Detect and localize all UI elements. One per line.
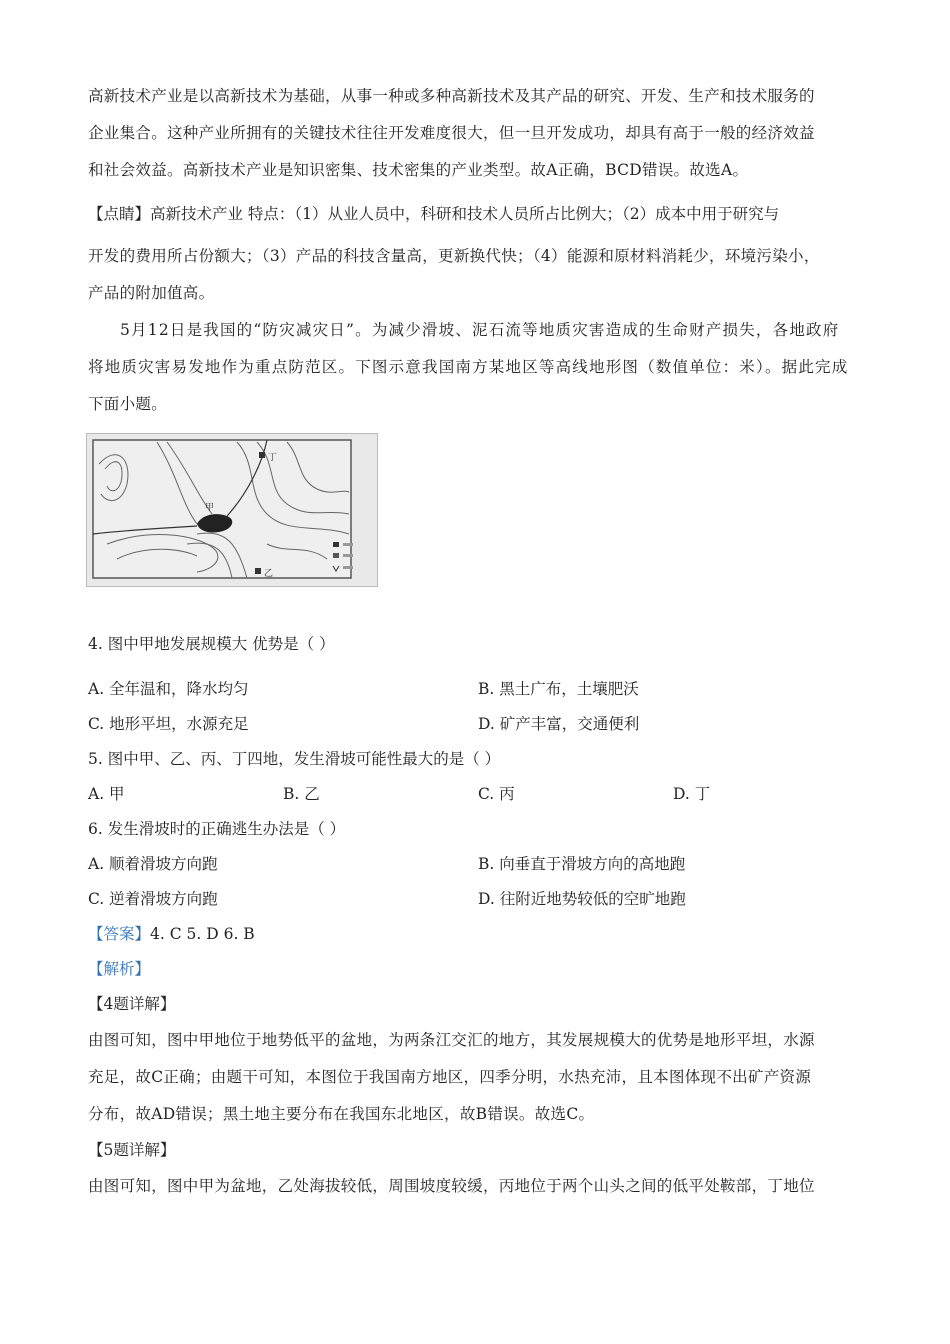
text-line: 分布，故AD错误；黑土地主要分布在我国东北地区，故B错误。故选C。 (88, 1105, 595, 1123)
detail-4-title: 【4题详解】 (88, 995, 176, 1013)
text-line: 由图可知，图中甲地位于地势低平的盆地，为两条江交汇的地方，其发展规模大的优势是地形平坦，水源 (88, 1031, 815, 1049)
text-line: 和社会效益。高新技术产业是知识密集、技术密集的产业类型。故A正确，BCD错误。故选A。 (88, 161, 749, 179)
text-line: 5月12日是我国的“防灾减灾日”。为减少滑坡、泥石流等地质灾害造成的生命财产损失，各地政府 (120, 321, 840, 339)
answer-text: 4. C 5. D 6. B (150, 925, 255, 943)
label-ding: 丁 (268, 453, 278, 463)
question-6 (88, 812, 868, 917)
analysis-label: 【解析】 (88, 960, 151, 978)
detail-4-body (88, 1022, 868, 1133)
option-d[interactable]: D. 矿产丰富，交通便利 (478, 715, 640, 733)
answer-line (88, 917, 868, 952)
text-line: 高新技术产业是以高新技术为基础，从事一种或多种高新技术及其产品的研究、开发、生产和技术服务的 (88, 87, 815, 105)
contour-map-figure (86, 433, 378, 587)
option-a[interactable]: A. 全年温和，降水均匀 (88, 680, 249, 698)
option-a[interactable]: A. 顺着滑坡方向跑 (88, 855, 218, 873)
question-4 (88, 627, 868, 742)
text-line: 开发的费用所占份额大；（3）产品的科技含量高，更新换代快；（4）能源和原材料消耗少，环境污染小， (88, 247, 820, 265)
text-line: 由图可知，图中甲为盆地，乙处海拔较低，周围坡度较缓，丙地位于两个山头之间的低平处鞍部，丁地位 (88, 1177, 815, 1195)
label-jia: 甲 (205, 503, 215, 513)
analysis-tag (88, 952, 868, 987)
option-a[interactable]: A. 甲 (88, 785, 125, 803)
option-b[interactable]: B. 乙 (283, 785, 320, 803)
option-c[interactable]: C. 地形平坦，水源充足 (88, 715, 249, 733)
option-c[interactable]: C. 逆着滑坡方向跑 (88, 890, 218, 908)
question-5 (88, 742, 868, 812)
detail-5-title: 【5题详解】 (88, 1141, 176, 1159)
option-c[interactable]: C. 丙 (478, 785, 515, 803)
option-d[interactable]: D. 往附近地势较低的空旷地跑 (478, 890, 686, 908)
options-row (88, 847, 868, 882)
question-intro (88, 312, 868, 423)
text-line: 下面小题。 (88, 395, 168, 413)
options-row (88, 672, 868, 707)
option-d[interactable]: D. 丁 (673, 785, 711, 803)
paragraph-high-tech (88, 78, 868, 189)
answer-tag: 【答案】 (88, 925, 151, 943)
detail-5-body (88, 1168, 868, 1205)
text-line: 充足，故C正确；由题干可知，本图位于我国南方地区，四季分明，水热充沛，且本图体现不出矿产资源 (88, 1068, 812, 1086)
options-row (88, 777, 868, 812)
note-block (88, 191, 868, 312)
question-stem: 5. 图中甲、乙、丙、丁四地，发生滑坡可能性最大的是（ ） (88, 750, 501, 768)
text-line: 将地质灾害易发地作为重点防范区。下图示意我国南方某地区等高线地形图（数值单位：米）。据此完成 (88, 358, 849, 376)
label-yi: 乙 (264, 569, 274, 579)
question-stem: 4. 图中甲地发展规模大 优势是（ ） (88, 635, 335, 653)
options-row (88, 882, 868, 917)
option-b[interactable]: B. 黑土广布，土壤肥沃 (478, 680, 639, 698)
option-b[interactable]: B. 向垂直于滑坡方向的高地跑 (478, 855, 686, 873)
options-row (88, 707, 868, 742)
question-stem: 6. 发生滑坡时的正确逃生办法是（ ） (88, 820, 346, 838)
text-line: 企业集合。这种产业所拥有的关键技术往往开发难度很大，但一旦开发成功，却具有高于一般的经济效益 (88, 124, 815, 142)
text-line: 【点睛】高新技术产业 特点：（1）从业人员中，科研和技术人员所占比例大；（2）成本中用于研究与 (88, 205, 780, 223)
document-page (88, 78, 868, 1205)
contour-map-image (87, 434, 377, 586)
text-line: 产品的附加值高。 (88, 284, 215, 302)
